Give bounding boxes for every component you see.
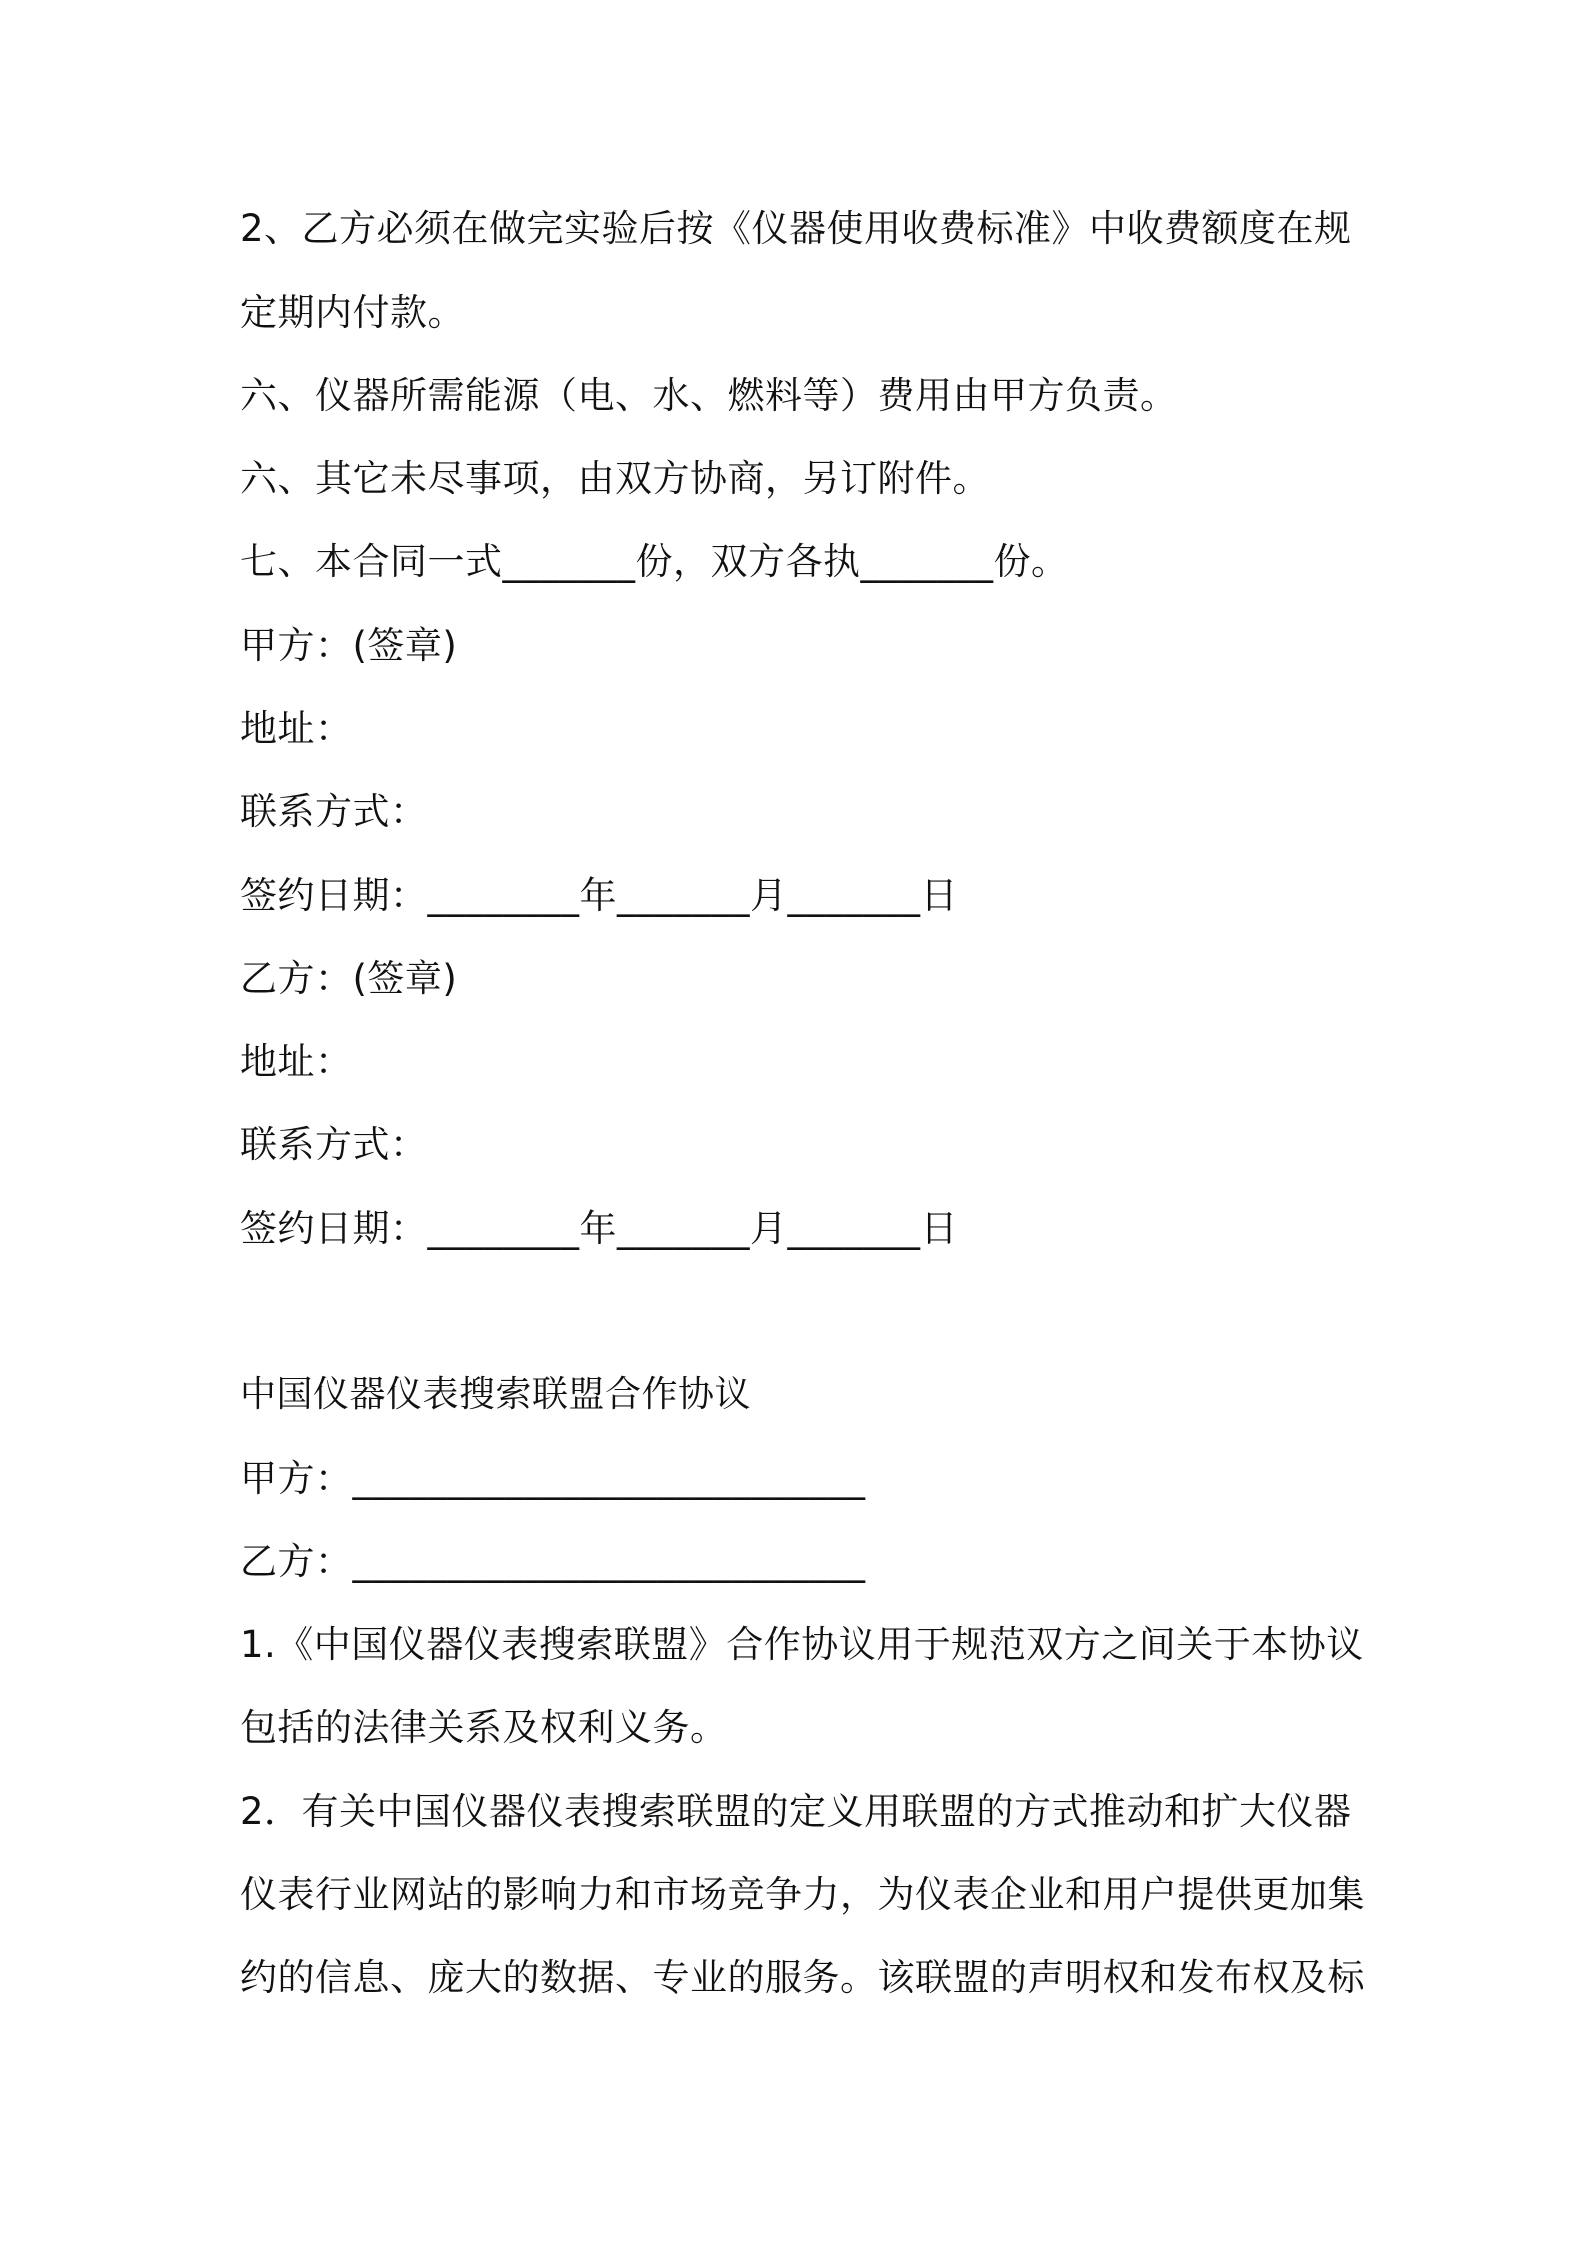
party-b-address: 地址： (240, 1040, 353, 1083)
article-1-line-1: 1.《中国仪器仪表搜索联盟》合作协议用于规范双方之间关于本协议 (240, 1623, 1364, 1666)
agreement-title: 中国仪器仪表搜索联盟合作协议 (240, 1374, 752, 1415)
party-b-contact: 联系方式： (240, 1123, 428, 1166)
party-b-signature: 乙方：(签章) (240, 957, 458, 1000)
clause-copies: 七、本合同一式_______份，双方各执_______份。 (240, 540, 1069, 583)
agreement-party-b: 乙方：___________________________ (240, 1540, 866, 1583)
party-a-address: 地址： (240, 707, 353, 750)
article-2-line-3: 约的信息、庞大的数据、专业的服务。该联盟的声明权和发布权及标 (240, 1956, 1365, 1999)
article-2-line-1: 2．有关中国仪器仪表搜索联盟的定义用联盟的方式推动和扩大仪器 (240, 1790, 1352, 1833)
clause-2-payment-line-1: 2、乙方必须在做完实验后按《仪器使用收费标准》中收费额度在规 (240, 207, 1352, 250)
clause-energy-cost: 六、仪器所需能源（电、水、燃料等）费用由甲方负责。 (240, 374, 1178, 417)
clause-other-matters: 六、其它未尽事项，由双方协商，另订附件。 (240, 457, 990, 500)
article-1-line-2: 包括的法律关系及权利义务。 (240, 1706, 728, 1749)
party-a-sign-date: 签约日期：________年_______月_______日 (240, 874, 958, 917)
party-a-signature: 甲方：(签章) (240, 624, 458, 667)
agreement-party-a: 甲方：___________________________ (240, 1457, 866, 1500)
article-2-line-2: 仪表行业网站的影响力和市场竞争力，为仪表企业和用户提供更加集 (240, 1873, 1365, 1916)
clause-2-payment-line-2: 定期内付款。 (240, 291, 465, 334)
party-a-contact: 联系方式： (240, 790, 428, 833)
party-b-sign-date: 签约日期：________年_______月_______日 (240, 1207, 958, 1250)
